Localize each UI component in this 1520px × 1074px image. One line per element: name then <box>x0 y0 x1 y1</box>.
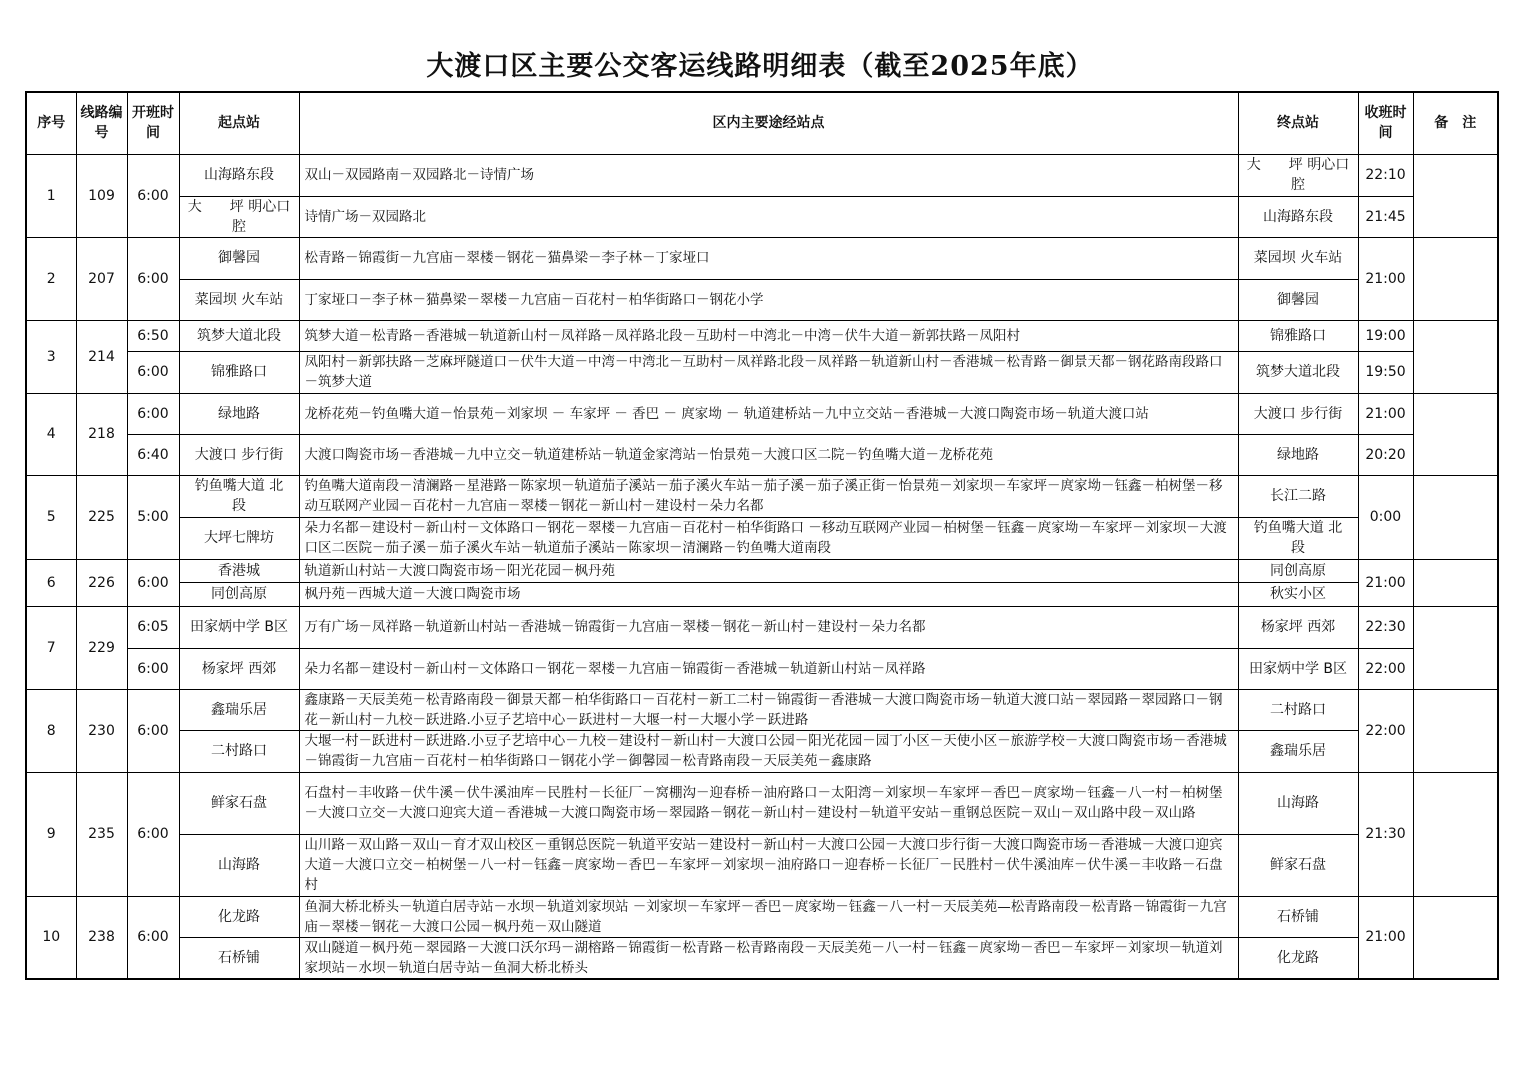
via-stops-cell: 朵力名都－建设村－新山村－文体路口－钢花－翠楼－九宫庙－百花村－柏华街路口 －移动互联网产业园－柏树堡－钰鑫－庹家坳－车家坪－刘家坝－大渡口区二医院－茄子溪－茄子溪火车站－轨道茄子溪站－陈家坝－清澜路－钓鱼嘴大道南段 <box>299 517 1238 559</box>
terminal-cell: 大渡口 步行街 <box>1238 393 1358 434</box>
end-time-cell: 20:20 <box>1358 434 1413 475</box>
terminal-cell: 鑫瑞乐居 <box>1238 730 1358 772</box>
end-time-cell: 22:10 <box>1358 154 1413 196</box>
via-stops-cell: 鑫康路－天辰美苑－松青路南段－御景天都－柏华街路口－百花村－新工二村－锦霞街－香港城－大渡口陶瓷市场－轨道大渡口站－翠园路－翠园路口－钢花－新山村－九校－跃进路.小豆子艺培中心－跃进村－大堰一村－大堰小学－跃进路 <box>299 689 1238 730</box>
via-stops-cell: 万有广场－凤祥路－轨道新山村站－香港城－锦霞街－九宫庙－翠楼－钢花－新山村－建设村－朵力名都 <box>299 606 1238 648</box>
header-origin: 起点站 <box>179 92 299 154</box>
end-time-cell: 21:00 <box>1358 393 1413 434</box>
table-row <box>26 279 1498 320</box>
end-time-cell: 21:30 <box>1358 772 1413 896</box>
origin-cell: 筑梦大道北段 <box>179 320 299 351</box>
seq-cell: 10 <box>26 896 76 979</box>
start-time-cell: 6:00 <box>127 772 179 896</box>
line-number-cell: 226 <box>76 559 127 606</box>
origin-cell: 大坪七牌坊 <box>179 517 299 559</box>
bus-route-table <box>25 91 1499 980</box>
end-time-cell: 21:00 <box>1358 559 1413 606</box>
via-stops-cell: 双山隧道－枫丹苑－翠园路－大渡口沃尔玛－湖榕路－锦霞街－松青路－松青路南段－天辰美苑－八一村－钰鑫－庹家坳－香巴－车家坪－刘家坝－轨道刘家坝站－水坝－轨道白居寺站－鱼洞大桥北桥头 <box>299 937 1238 979</box>
seq-cell: 4 <box>26 393 76 475</box>
end-time-cell: 22:00 <box>1358 689 1413 772</box>
table-row <box>26 434 1498 475</box>
terminal-cell: 山海路 <box>1238 772 1358 834</box>
table-row <box>26 154 1498 196</box>
line-number-cell: 218 <box>76 393 127 475</box>
via-stops-cell: 石盘村－丰收路－伏牛溪－伏牛溪油库－民胜村－长征厂－窝棚沟－迎春桥－油府路口－太阳湾－刘家坝－车家坪－香巴－庹家坳－钰鑫－八一村－柏树堡－大渡口立交－大渡口迎宾大道－香港城－大渡口陶瓷市场－翠园路－钢花－新山村－建设村－轨道平安站－重钢总医院－双山－双山路中段－双山路 <box>299 772 1238 834</box>
table-row <box>26 559 1498 582</box>
terminal-cell: 锦雅路口 <box>1238 320 1358 351</box>
via-stops-cell: 钓鱼嘴大道南段－清澜路－星港路－陈家坝－轨道茄子溪站－茄子溪火车站－茄子溪－茄子溪正街－怡景苑－刘家坝－车家坪－庹家坳－钰鑫－柏树堡－移动互联网产业园－百花村－九宫庙－翠楼－钢花－新山村－建设村－朵力名都 <box>299 475 1238 517</box>
start-time-cell: 5:00 <box>127 475 179 559</box>
origin-cell: 化龙路 <box>179 896 299 937</box>
remark-cell <box>1413 475 1498 559</box>
terminal-cell: 山海路东段 <box>1238 196 1358 237</box>
line-number-cell: 229 <box>76 606 127 689</box>
origin-cell: 大渡口 步行街 <box>179 434 299 475</box>
header-line-no: 线路编号 <box>76 92 127 154</box>
terminal-cell: 御馨园 <box>1238 279 1358 320</box>
start-time-cell: 6:00 <box>127 559 179 606</box>
via-stops-cell: 大渡口陶瓷市场－香港城－九中立交－轨道建桥站－轨道金家湾站－怡景苑－大渡口区二院－钓鱼嘴大道－龙桥花苑 <box>299 434 1238 475</box>
terminal-cell: 同创高原 <box>1238 559 1358 582</box>
start-time-cell: 6:05 <box>127 606 179 648</box>
origin-cell: 大 坪 明心口腔 <box>179 196 299 237</box>
terminal-cell: 绿地路 <box>1238 434 1358 475</box>
origin-cell: 菜园坝 火车站 <box>179 279 299 320</box>
table-row <box>26 772 1498 834</box>
header-seq: 序号 <box>26 92 76 154</box>
table-row <box>26 606 1498 648</box>
terminal-cell: 杨家坪 西郊 <box>1238 606 1358 648</box>
seq-cell: 8 <box>26 689 76 772</box>
origin-cell: 香港城 <box>179 559 299 582</box>
start-time-cell: 6:40 <box>127 434 179 475</box>
via-stops-cell: 龙桥花苑－钓鱼嘴大道－怡景苑－刘家坝 － 车家坪 － 香巴 － 庹家坳 － 轨道建桥站－九中立交站－香港城－大渡口陶瓷市场－轨道大渡口站 <box>299 393 1238 434</box>
line-number-cell: 214 <box>76 320 127 393</box>
seq-cell: 9 <box>26 772 76 896</box>
start-time-cell: 6:00 <box>127 689 179 772</box>
end-time-cell: 19:50 <box>1358 351 1413 393</box>
origin-cell: 杨家坪 西郊 <box>179 648 299 689</box>
terminal-cell: 秋实小区 <box>1238 582 1358 606</box>
terminal-cell: 菜园坝 火车站 <box>1238 237 1358 279</box>
remark-cell <box>1413 896 1498 979</box>
header-via: 区内主要途经站点 <box>299 92 1238 154</box>
origin-cell: 田家炳中学 B区 <box>179 606 299 648</box>
origin-cell: 鲜家石盘 <box>179 772 299 834</box>
terminal-cell: 田家炳中学 B区 <box>1238 648 1358 689</box>
via-stops-cell: 双山－双园路南－双园路北－诗情广场 <box>299 154 1238 196</box>
start-time-cell: 6:00 <box>127 648 179 689</box>
end-time-cell: 22:30 <box>1358 606 1413 648</box>
header-row <box>26 92 1498 154</box>
via-stops-cell: 筑梦大道－松青路－香港城－轨道新山村－凤祥路－凤祥路北段－互助村－中湾北－中湾－伏牛大道－新郭扶路－凤阳村 <box>299 320 1238 351</box>
origin-cell: 锦雅路口 <box>179 351 299 393</box>
header-terminal: 终点站 <box>1238 92 1358 154</box>
seq-cell: 6 <box>26 559 76 606</box>
via-stops-cell: 鱼洞大桥北桥头－轨道白居寺站－水坝－轨道刘家坝站 －刘家坝－车家坪－香巴－庹家坳－钰鑫－八一村－天辰美苑—松青路南段－松青路－锦霞街－九宫庙－翠楼－钢花－大渡口公园－枫丹苑－双山隧道 <box>299 896 1238 937</box>
via-stops-cell: 山川路－双山路－双山－育才双山校区－重钢总医院－轨道平安站－建设村－新山村－大渡口公园－大渡口步行街－大渡口陶瓷市场－香港城－大渡口迎宾大道－大渡口立交－柏树堡－八一村－钰鑫－庹家坳－香巴－车家坪－刘家坝－油府路口－迎春桥－长征厂－民胜村－伏牛溪油库－伏牛溪－丰收路－石盘村 <box>299 834 1238 896</box>
remark-cell <box>1413 320 1498 393</box>
header-remark: 备 注 <box>1413 92 1498 154</box>
terminal-cell: 化龙路 <box>1238 937 1358 979</box>
table-row <box>26 237 1498 279</box>
seq-cell: 7 <box>26 606 76 689</box>
origin-cell: 山海路东段 <box>179 154 299 196</box>
table-row <box>26 689 1498 730</box>
seq-cell: 1 <box>26 154 76 237</box>
table-row <box>26 730 1498 772</box>
remark-cell <box>1413 772 1498 896</box>
line-number-cell: 238 <box>76 896 127 979</box>
origin-cell: 二村路口 <box>179 730 299 772</box>
via-stops-cell: 枫丹苑－西城大道－大渡口陶瓷市场 <box>299 582 1238 606</box>
start-time-cell: 6:50 <box>127 320 179 351</box>
remark-cell <box>1413 393 1498 475</box>
origin-cell: 御馨园 <box>179 237 299 279</box>
remark-cell <box>1413 689 1498 772</box>
via-stops-cell: 诗情广场－双园路北 <box>299 196 1238 237</box>
terminal-cell: 筑梦大道北段 <box>1238 351 1358 393</box>
via-stops-cell: 凤阳村－新郭扶路－芝麻坪隧道口－伏牛大道－中湾－中湾北－互助村－凤祥路北段－凤祥路－轨道新山村－香港城－松青路－御景天都－钢花路南段路口－筑梦大道 <box>299 351 1238 393</box>
line-number-cell: 235 <box>76 772 127 896</box>
end-time-cell: 0:00 <box>1358 475 1413 559</box>
terminal-cell: 二村路口 <box>1238 689 1358 730</box>
origin-cell: 钓鱼嘴大道 北 段 <box>179 475 299 517</box>
table-row <box>26 648 1498 689</box>
origin-cell: 山海路 <box>179 834 299 896</box>
end-time-cell: 21:00 <box>1358 896 1413 979</box>
header-end-time: 收班时间 <box>1358 92 1413 154</box>
terminal-cell: 大 坪 明心口腔 <box>1238 154 1358 196</box>
terminal-cell: 长江二路 <box>1238 475 1358 517</box>
remark-cell <box>1413 606 1498 689</box>
end-time-cell: 21:00 <box>1358 237 1413 320</box>
seq-cell: 3 <box>26 320 76 393</box>
table-row <box>26 351 1498 393</box>
terminal-cell: 石桥铺 <box>1238 896 1358 937</box>
table-row <box>26 475 1498 517</box>
via-stops-cell: 轨道新山村站－大渡口陶瓷市场－阳光花园－枫丹苑 <box>299 559 1238 582</box>
page-title: 大渡口区主要公交客运线路明细表（截至2025年底） <box>426 51 1094 82</box>
end-time-cell: 19:00 <box>1358 320 1413 351</box>
table-row <box>26 937 1498 979</box>
remark-cell <box>1413 237 1498 320</box>
start-time-cell: 6:00 <box>127 154 179 237</box>
seq-cell: 2 <box>26 237 76 320</box>
end-time-cell: 21:45 <box>1358 196 1413 237</box>
via-stops-cell: 朵力名都－建设村－新山村－文体路口－钢花－翠楼－九宫庙－锦霞街－香港城－轨道新山村站－凤祥路 <box>299 648 1238 689</box>
header-start-time: 开班时间 <box>127 92 179 154</box>
origin-cell: 石桥铺 <box>179 937 299 979</box>
table-row <box>26 320 1498 351</box>
via-stops-cell: 松青路－锦霞街－九宫庙－翠楼－钢花－猫鼻梁－李子林－丁家垭口 <box>299 237 1238 279</box>
line-number-cell: 225 <box>76 475 127 559</box>
via-stops-cell: 丁家垭口－李子林－猫鼻梁－翠楼－九宫庙－百花村－柏华街路口－钢花小学 <box>299 279 1238 320</box>
table-row <box>26 517 1498 559</box>
start-time-cell: 6:00 <box>127 351 179 393</box>
table-row <box>26 834 1498 896</box>
via-stops-cell: 大堰一村－跃进村－跃进路.小豆子艺培中心－九校－建设村－新山村－大渡口公园－阳光花园－园丁小区－天使小区－旅游学校－大渡口陶瓷市场－香港城－锦霞街－九宫庙－百花村－柏华街路口－钢花小学－御馨园－松青路南段－天辰美苑－鑫康路 <box>299 730 1238 772</box>
start-time-cell: 6:00 <box>127 237 179 320</box>
remark-cell <box>1413 559 1498 606</box>
table-row <box>26 196 1498 237</box>
table-row <box>26 896 1498 937</box>
origin-cell: 绿地路 <box>179 393 299 434</box>
end-time-cell: 22:00 <box>1358 648 1413 689</box>
remark-cell <box>1413 154 1498 237</box>
terminal-cell: 鲜家石盘 <box>1238 834 1358 896</box>
line-number-cell: 207 <box>76 237 127 320</box>
origin-cell: 同创高原 <box>179 582 299 606</box>
start-time-cell: 6:00 <box>127 896 179 979</box>
table-row <box>26 582 1498 606</box>
terminal-cell: 钓鱼嘴大道 北 段 <box>1238 517 1358 559</box>
line-number-cell: 109 <box>76 154 127 237</box>
table-row <box>26 393 1498 434</box>
origin-cell: 鑫瑞乐居 <box>179 689 299 730</box>
line-number-cell: 230 <box>76 689 127 772</box>
start-time-cell: 6:00 <box>127 393 179 434</box>
seq-cell: 5 <box>26 475 76 559</box>
